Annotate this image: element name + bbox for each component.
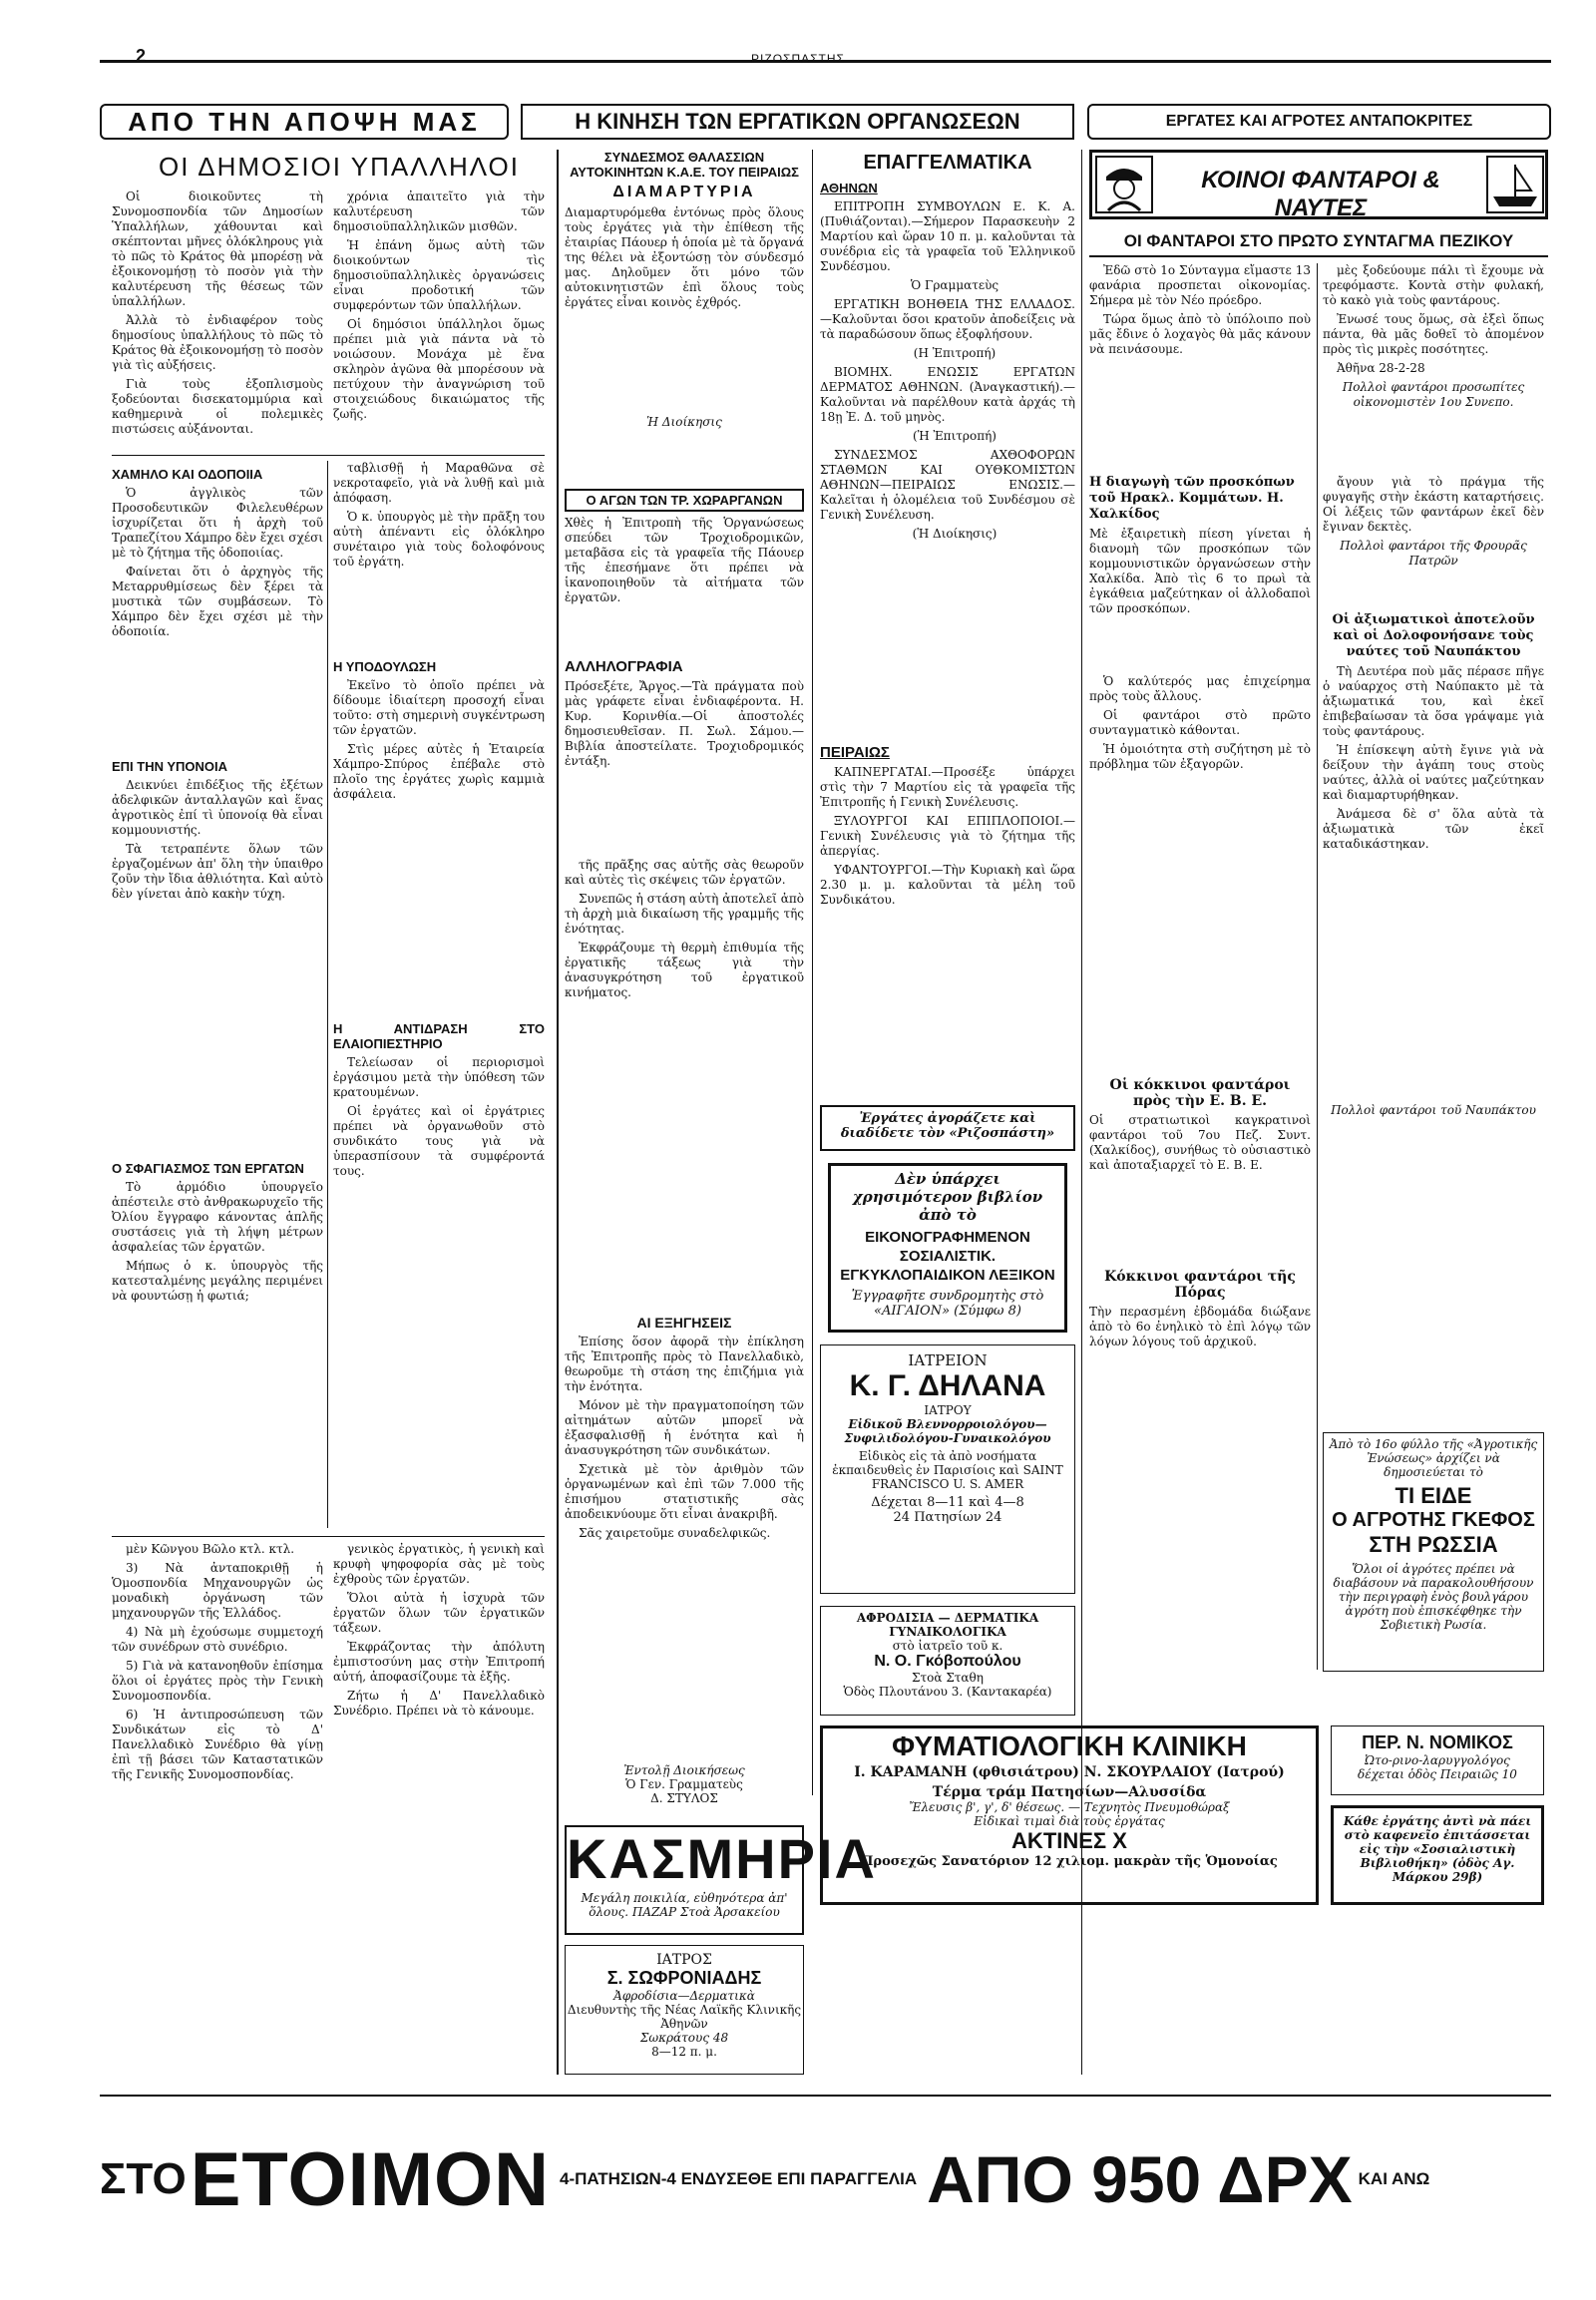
col1-intro [112,190,323,449]
ad-dilana-line2: Δέχεται 8—11 καὶ 4—8 [871,1495,1024,1510]
notice-head2: ΔΙΑΜΑΡΤΥΡΙΑ [612,184,756,200]
kokkinoi-text: Οἱ στρατιωτικοὶ καγκρατινοὶ φαντάροι τοῦ 7ου Πεζ. Συντ. (Χαλκίδος), συνήθως τὸ οὐσιαστικὸ καὶ ἀποταξιαρχεῖ τὸ Ε. Β. Ε. [1089,1113,1311,1172]
notice-text-p3: Ἐκφράζουμε τὴ θερμὴ ἐπιθυμία τῆς ἐργατικῆς τάξεως γιὰ τὴν ἀνασυγκρότηση τοῦ ἐργατικοῦ κινήματος. [565,941,804,999]
ad-doctor-sofroniadis [565,1945,804,2075]
explanations-head: ΑΙ ΕΞΗΓΗΣΕΙΣ [636,1315,732,1331]
ad-aphrodisia [820,1606,1075,1716]
col1-intro-right-p1: χρόνια ἀπαιτεῖτο γιὰ τὴν καλυτέρευση τῶν δημοσιοϋπαλληλικῶν μισθῶν. [333,190,545,233]
col2-notice [565,150,804,429]
soldiers-banner-title: ΚΟΙΝΟΙ ΦΑΝΤΑΡΟΙ & ΝΑΥΤΕΣ [1201,167,1440,221]
footer-mid: 4-ΠΑΤΗΣΙΩΝ-4 ΕΝΔΥΣΕΘΕ ΕΠΙ ΠΑΡΑΓΓΕΛΙΑ [560,2169,918,2188]
col1-right-sections [333,461,545,1528]
section-head-opinion [100,104,509,140]
ad-lexicon-line1: Δὲν ὑπάρχει χρησιμότερον βιβλίον ἀπὸ τὸ [852,1170,1043,1224]
ad-aphrodisia-line3: στὸ ἰατρεῖο τοῦ κ. [892,1639,1003,1653]
ypodoulosi-p2: Στὶς μέρες αὐτὲς ἡ Ἑταιρεία Χάμπρο-Σπύρος ἐπέβαλε στὸ πλοῖο της ἐργάτες χωρὶς καμμιὰ ἀσφάλεια. [333,742,545,801]
col2-explanations [565,1315,804,1805]
ad-clinic-line2: Ἔλευσις β', γ', δ' θέσεως. — Τεχνητὸς Πνευμοθώραξ [909,1800,1230,1814]
ad-doctor-line2: Σωκράτους 48 [639,2031,729,2045]
kokkinoi-head: Οἱ κόκκινοι φαντάροι πρὸς τὴν Ε. Β. Ε. [1109,1077,1291,1109]
col4-intro-p1: Ἐδῶ στὸ 1ο Σύνταγμα εἴμαστε 13 φανάρια προσπεται οἰκονομίας. Σήμερα μὲ τὸν Νέο πρόεδρο. [1089,263,1311,307]
soldiers-banner [1089,150,1548,219]
sfagiasmos-p1: Τὸ ἀρμόδιο ὑπουργεῖο ἀπέστειλε στὸ ἀνθρακωρυχεῖο τῆς Ὀλίου ἔγγραφο κάνοντας ἁπλῆς συστάσεις γιὰ τὴ λήψη μέτρων ἀσφαλείας τῶν ἐργατῶν. [112,1180,323,1254]
ad-agrotis [1323,1432,1544,1672]
bottom-left-p5: 6) Ἡ ἀντιπροσώπευση τῶν Συνδικάτων εἰς τὸ Δ' Πανελλαδικὸ Συνέδριο θὰ γίνῃ ἐπὶ τῇ βάσει τῶν Καταστατικῶν τῆς Γενικῆς Συνομοσπονδίας. [112,1708,323,1781]
col4-intro-right [1323,263,1544,463]
ad-lexicon [828,1163,1067,1333]
ad-doctor-spec: Ἀφροδίσια—Δερματικὰ [613,1989,755,2003]
hamilo-p1: Ὁ ἀγγλικὸς τῶν Προσοδευτικῶν Φιλελευθέρων ἰσχυρίζεται ὅτι ἡ ἀρχὴ τοῦ Τραπεζίτου Χάμπρο δὲν ἔχει σχέσι μὲ τὸ ζήτημα τῆς ὁδοποιίας. [112,486,323,560]
ad-aphrodisia-line5: Ὁδὸς Πλουτάνου 3. (Καντακαρέα) [843,1685,1052,1699]
col4-subcolumn-rule [1317,263,1318,1670]
col4-intro-right-p3: Ἀθῆνα 28-2-28 [1337,361,1425,375]
ad-aphrodisia-line2: ΓΥΝΑΙΚΟΛΟΓΙΚΑ [889,1625,1006,1639]
ad-clinic-line1: Τέρμα τράμ Πατησίων—Αλυσσίδα [932,1784,1207,1800]
soldier-portrait-icon [1096,157,1152,212]
arrests2-head: Οἱ ἀξιωματικοὶ ἀποτελοῦν καὶ οἱ Δολοφονήσανε τοὺς ναύτες τοῦ Ναυπάκτου [1332,612,1535,659]
athens-p1: ΕΠΙΤΡΟΠΗ ΣΥΜΒΟΥΛΩΝ Ε. Κ. Α. (Πυθιάζονται).—Σήμερον Παρασκευὴν 2 Μαρτίου καὶ ὥραν 10 π. μ. καλοῦνται τὰ συνέδρια εἰς τὰ γραφεῖα τοῦ Ἑλληνικοῦ Συνδέσμου. [820,199,1075,273]
mid-left-p3: Ἡ ὁμοιότητα στὴ συζήτηση μὲ τὸ πρόβλημα τῶν ἐξαγορῶν. [1089,742,1311,771]
col4-mid-left [1089,674,1311,1003]
yponoia-p1: Δεικνύει ἐπιδέξιος τῆς ἐξέτων ἀδελφικῶν ἀνταλλαγῶν καὶ ἕνας ἀγροτικὸς ἐπί τὶ ὑπονοίᾳ θὰ εἶναι κομμουνιστής. [112,778,323,837]
explanations-p4: Σᾶς χαιρετοῦμε συναδελφικῶς. [579,1526,771,1540]
col1-intro-p3: Γιὰ τοὺς ἐξοπλισμοὺς ξοδεύονται δισεκατομμύρια καὶ καθημερινὰ οἱ πολεμικὲς πιστώσεις αὐξάνονται. [112,377,323,436]
section-head-correspondents [1087,104,1551,140]
ad-kasmiria [565,1825,877,1935]
col2-tram [565,489,804,655]
arrests-text: Μὲ ἐξαιρετικὴ πίεση γίνεται ἡ διανομὴ τῶν προσκόπων τῶν κομμουνιστικῶν ὀργανώσεων στὴν Χαλκίδα. Ἀπὸ τὶς 6 το πρωὶ τὰ ἐγκάθεια μαζεύτηκαν οἱ ἀλλοδαποὶ τῶν προσκόπων. [1089,527,1311,615]
section-head-sfagiasmos: Ο ΣΦΑΓΙΑΣΜΟΣ ΤΩΝ ΕΡΓΑΤΩΝ [112,1161,304,1176]
ad-agrotis-title3: ΣΤΗ ΡΩΣΣΙΑ [1369,1532,1498,1557]
athens-p6: (Ἡ Ἐπιτροπή) [913,429,997,443]
sfagiasmos-p2: Μήπως ὁ κ. ὑπουργὸς τῆς κατεσταλμένης μεγάλης περιμένει νὰ φουντώσῃ ἡ φωτιά; [112,1259,323,1303]
bottom-right-p3: Ἐκφράζοντας τὴν ἀπόλυτη ἐμπιστοσύνη μας στὴν Ἐπιτροπή αὐτή, ἀποφασίζουμε τὰ ἑξῆς. [333,1640,545,1684]
ad-nomikos-name: ΠΕΡ. Ν. ΝΟΜΙΚΟΣ [1362,1732,1513,1752]
antidrasi-p1: Τελείωσαν οἱ περιορισμοὶ ἐργάσιμου μετὰ τὴν ὑπόθεση τῶν κρατουμένων. [333,1055,545,1099]
explanations-sign3: Δ. ΣΤΥΛΟΣ [650,1791,718,1805]
ad-clinic [820,1725,1319,1905]
footer-left: ΣΤΟ [100,2154,187,2203]
col1-subcolumn-rule [327,461,328,1528]
athens-p4: (Η Ἐπιτροπή) [913,346,997,360]
col4-arrests2 [1323,612,1544,1117]
ad-dilana-name: Κ. Γ. ΔΗΛΑΝΑ [849,1369,1046,1402]
bottom-left-p2: 3) Νὰ ἀνταποκριθῇ ἡ Ὁμοσπονδία Μηχανουργῶν ὡς μοναδικὴ ὀργάνωση τῶν μηχανουργῶν τῆς Ἑλλάδος. [112,1561,323,1620]
col4-intro-right-p1: μὲς ξοδεύουμε πάλι τὶ ἔχουμε νὰ τρεφόμαστε. Κοντὰ στὴν φυλακή, τὸ κακὸ γιὰ τοὺς φαντάρους. [1323,263,1544,307]
ad-dilana-spec: Εἰδικοῦ Βλεννορροιολόγου—Συφιλιδολόγου-Γυναικολόγου [844,1417,1051,1445]
athens-p2: Ὁ Γραμματεὺς [910,278,999,292]
col4-arrests [1089,475,1311,696]
ad-aphrodisia-name: Ν. Ο. Γκόβοπούλου [874,1653,1021,1670]
ad-clinic-line4: Προσεχῶς Σανατόριον 12 χιλιομ. μακρὰν τῆς Ὁμονοίας [861,1854,1278,1869]
professional-head: ΕΠΑΓΓΕΛΜΑΤΙΚΑ [863,152,1032,174]
arrests2-p1: Τὴ Δευτέρα ποὺ μᾶς πέρασε πῆγε ὁ ναύαρχος στὴ Ναύπακτο μὲ τὰ ἀξιωματικά του, καὶ ἐκεῖ ἐπιβεβαίωσαν τὰ ὅσα γράψαμε γιὰ τοὺς φαντάρους. [1323,664,1544,738]
piraeus-p3: ΥΦΑΝΤΟΥΡΓΟΙ.—Τὴν Κυριακὴ καὶ ὥρα 2.30 μ. μ. καλοῦνται τὰ μέλη τοῦ Συνδικάτου. [820,863,1075,907]
footer-rule [100,2095,1551,2097]
col4-sign-a: Πολλοὶ φαντάροι προσωπίτες οἰκονομιστὲν 1ου Συνεπο. [1342,380,1525,409]
column-rule-1 [557,150,559,2075]
kokkinoi2-text: Τὴν περασμένη ἐβδομάδα διώξανε ἀπὸ τὸ 6ο ἐνηλικὸ τὸ ἐπὶ λόγῳ τῶν λόγων λόγους τοῦ ἀρχικοῦ. [1089,1305,1311,1348]
mid-right-p2: Ὁ κ. ὑπουργὸς μὲ τὴν πρᾶξη του αὐτὴ ἀπέναντι εἰς ὁλόκληρο συνέταιρο γιὰ τοὺς δολοφόνους τοῦ ἐργάτη. [333,510,545,569]
ad-agrotis-title1: ΤΙ ΕΙΔΕ [1395,1483,1472,1508]
footer-banner [100,2134,1551,2224]
ad-lexicon-line2: Ἐγγραφῆτε συνδρομητὴς στὸ «ΑΙΓΑΙΟΝ» (Σύμφω 8) [851,1289,1044,1319]
athens-p5: ΒΙΟΜΗΧ. ΕΝΩΣΙΣ ΕΡΓΑΤΩΝ ΔΕΡΜΑΤΟΣ ΑΘΗΝΩΝ. (Ἀναγκαστική).—Καλοῦνται νὰ παρέλθουν κατὰ ἀρχάς τὴ 18ῃ Ἐ. Δ. τοῦ μηνὸς. [820,365,1075,424]
ad-doctor-line1: Διευθυντὴς τῆς Νέας Λαϊκῆς Κλινικῆς Ἀθηνῶν [567,2003,802,2031]
sailor-ship-icon [1487,157,1543,212]
col2-notice-text [565,858,804,1297]
footer-right: ΚΑΙ ΑΝΩ [1358,2169,1430,2188]
col1-bottom-right [333,1542,545,2061]
arrests2-p3: Ἀνάμεσα δὲ σ' ὅλα αὐτὰ τὰ ἀξιωματικὰ τῶν ἐκεῖ καταδικάστηκαν. [1323,807,1544,851]
section-head-organizations [521,104,1074,140]
ad-dilana-line3: 24 Πατησίων 24 [893,1510,1002,1525]
yponoia-p2: Τὰ τετραπέντε ὅλων τῶν ἐργαζομένων ἀπ' ὅλη τὴν ὑπαιθρο ζοῦν τὴν ἴδια ἀθλιότητα. Καὶ αὐτὸ δὲν γίνεται ἀπὸ κακὴν τύχη. [112,842,323,901]
section-head-yponoia: ΕΠΙ ΤΗΝ ΥΠΟΝΟΙΑ [112,759,228,774]
arrests-right-p: ἄγουν γιὰ τὸ πράγμα τῆς φυγαγῆς στὴν ἐκάστη καταρτήσεις. Οἱ λέξεις τῶν φαντάρων ἐκεῖ δὲν ἔγιναν δεκτὲς. [1323,475,1544,534]
col4-arrests-right [1323,475,1544,604]
tram-text: Χθὲς ἡ Ἐπιτροπὴ τῆς Ὁργανώσεως σπεύδει τῶν Τροχιοδρομικῶν, μεταβᾶσα εἰς τὰ γραφεῖα τῆς Πάουερ τῆς ἐπεσήμανε ὅτι πρέπει νὰ ἱκανοποιηθοῦν τὰ αἰτήματα τῶν ἐργατῶν. [565,516,804,604]
col1-bottom-divider [112,1536,545,1537]
antidrasi-p2: Οἱ ἐργάτες καὶ οἱ ἐργάτριες πρέπει νὰ ὀργανωθοῦν στὸ συνδικάτο τους γιὰ νὰ ὑπερασπίσουν τὰ συμφέροντά τους. [333,1104,545,1178]
col4-sign-c: Πολλοὶ φαντάροι τοῦ Ναυπάκτου [1331,1103,1536,1117]
ad-doctor-line3: 8—12 π. μ. [651,2045,717,2059]
section-head-organizations-label: Η ΚΙΝΗΣΗ ΤΩΝ ΕΡΓΑΤΙΚΩΝ ΟΡΓΑΝΩΣΕΩΝ [575,109,1020,134]
athens-p8: (Ἡ Διοίκησις) [912,527,998,541]
footer-big1: ΕΤΟΙΜΟΝ [190,2136,550,2222]
col2-correspondence [565,658,804,849]
paper-name: ΡΙΖΟΣΠΑΣΤΗΣ [751,52,845,66]
ad-doctor-label: ΙΑΤΡΟΣ [656,1952,712,1968]
ad-agrotis-line1: Ἀπὸ τὸ 16ο φύλλο τῆς «Ἀγροτικῆς Ἐνώσεως» ἀρχίζει νὰ δημοσιεύεται τὸ [1329,1437,1538,1479]
ad-clinic-title: ΦΥΜΑΤΙΟΛΟΓΙΚΗ ΚΛΙΝΙΚΗ [892,1730,1247,1761]
ad-aphrodisia-line4: Στοὰ Σταθη [912,1671,984,1685]
arrests2-p2: Ἡ ἐπίσκεψη αὐτὴ ἔγινε γιὰ νὰ δείξουν τὴν ἀγάπη τους στοὺς ναύτες, ἀλλὰ οἱ ναύτες μαζεύτηκαν καὶ διαμαρτυρήθηκαν. [1323,743,1544,802]
footer-big2: ΑΠΟ 950 ΔΡΧ [927,2142,1353,2216]
mid-right-p1: ταβλισθῇ ἡ Μαραθῶνα σὲ νεκροταφεῖο, γιὰ νὰ λυθῇ καὶ μιὰ ἀπόφαση. [333,461,545,505]
kokkinoi2-head: Κόκκινοι φαντάροι τῆς Πόρας [1104,1269,1296,1301]
ad-dilana [820,1344,1075,1594]
notice-text: Διαμαρτυρόμεθα ἐντόνως πρὸς ὅλους τοὺς ἐργάτες γιὰ τὴν ἐπίθεση τῆς ἐταιρίας Πάουερ ἡ ὁποία μὲ τὰ ὄργανά της θέλει νὰ ἐξοντώσῃ τὸν σύνδεσμό μας. Δηλοῦμεν ὅτι μόνο τῶν αὐτοκινητιστῶν ἐπὶ ὅλους τοὺς ἐργάτες εἶναι κοινὸς ἐχθρός. [565,205,804,309]
col1-bottom-left [112,1542,323,2061]
ad-agrotis-line2: Ὅλοι οἱ ἀγρότες πρέπει νὰ διαβάσουν νὰ παρακολουθήσουν τὴν περιγραφὴ ἑνὸς βουλγάρου ἀγρότη ποὺ ἐπισκέφθηκε τὴν Σοβιετικὴ Ρωσία. [1333,1562,1534,1632]
piraeus-head: ΠΕΙΡΑΙΩΣ [820,744,890,761]
col1-intro-p2: Ἀλλὰ τὸ ἐνδιαφέρον τοὺς δημοσίους ὑπαλλήλους τὸ πῶς τὸ Κράτος θὰ ἐξοικονομήσῃ τὸ ποσὸν γιὰ τὶς αὐξήσεις. [112,313,323,372]
col4-title-rule [1089,255,1548,257]
col1-divider [112,455,545,456]
ad-dilana-label: ΙΑΤΡΕΙΟΝ [908,1351,988,1369]
athens-head: ΑΘΗΝΩΝ [820,181,878,195]
ad-clinic-xrays: ΑΚΤΙΝΕΣ Χ [1011,1828,1127,1853]
col4-kokkinoi [1089,1077,1311,1564]
ad-doctor-name: Σ. ΣΩΦΡΟΝΙΑΔΗΣ [606,1968,762,1988]
mid-left-p2: Οἱ φαντάροι στὸ πρῶτο συνταγματικὸ κάθονται. [1089,708,1311,737]
col1-intro-right-p2: Ἡ ἐπάνη ὅμως αὐτὴ τῶν διοικούντων τὶς δημοσιοϋπαλληλικὲς ὀργανώσεις εἶναι προδοτική τῶν συμφερόντων τῶν ὑπαλλήλων. [333,238,545,312]
bottom-left-p4: 5) Γιὰ νὰ κατανοηθοῦν ἐπίσημα ὅλοι οἱ ἐργάτες πρὸς τὴν Γενικὴ Συνομοσπονδία. [112,1659,323,1703]
ad-agrotis-title2: Ο ΑΓΡΟΤΗΣ ΓΚΕΦΟΣ [1332,1509,1535,1531]
explanations-sign1: Ἐντολῇ Διοικήσεως [623,1763,745,1777]
bottom-left-p3: 4) Νὰ μὴ ἐχούσωμε συμμετοχή τῶν συνέδρων στὸ συνέδριο. [112,1625,323,1654]
piraeus-p1: ΚΑΠΝΕΡΓΑΤΑΙ.—Προσέξε ὑπάρχει στὶς τὴν 7 Μαρτίου εἰς τὰ γραφεῖα τῆς Ἐπιτροπῆς ἡ Γενικὴ Συνέλευσις. [820,765,1075,809]
notice-sign: Ἡ Διοίκησις [646,415,722,429]
explanations-p1: Ἐπίσης ὅσον ἀφορᾶ τὴν ἐπίκληση τῆς Ἐπιτροπῆς πρὸς τὸ Πανελλαδικὸ, θεωροῦμε τὴ στάση της ἐπιζήμια γιὰ τὴν ἑνότητα. [565,1335,804,1393]
tram-head: Ο ΑΓΩΝ ΤΩΝ ΤΡ. ΧΩΡΑΡΓΑΝΩΝ [565,489,804,512]
col4-intro-right-p2: Ἐνωσέ τους ὅμως, σὰ ἐξεὶ ὅπως πάντα, θὰ μᾶς δοθεῖ τὸ ἀπομένον πρὸς τὶς μικρὲς ποσότητες. [1323,312,1544,356]
bottom-right-p4: Ζήτω ἡ Δ' Πανελλαδικὸ Συνέδριο. Πρέπει νὰ τὸ κάνουμε. [333,1689,545,1718]
col4-sign-b: Πολλοὶ φαντάροι τῆς Φρουρᾶς Πατρῶν [1340,539,1527,568]
ad-nomikos-line1: Ὠτο-ρινο-λαρυγγολόγος [1365,1753,1510,1767]
explanations-p3: Σχετικὰ μὲ τὸν ἀριθμὸν τῶν ὀργανωμένων καὶ ἐπὶ τῶν 7.000 τῆς ἐπισήμου στατιστικῆς σὰς ἀποδεικνύουμε ὅτι εἶναι ἀνακριβῆ. [565,1462,804,1521]
col1-intro-p1: Οἱ διοικοῦντες τὴ Συνομοσπονδία τῶν Δημοσίων Ὑπαλλήλων, χάθουνται καὶ σκέπτονται μῆνες ὁλόκληρους γιὰ τὸ πῶς τὸ Κράτος θὰ μπορέσῃ νὰ ἐξοικονομήσῃ τὸ ποσὸν γιὰ τὴν καλυτέρευση τῆς θέσεως τῶν ὑπαλλήλων. [112,190,323,308]
section-head-hamilo: ΧΑΜΗΛΟ ΚΑΙ ΟΔΟΠΟΙΙΑ [112,467,263,482]
col4-intro-left [1089,263,1311,463]
column-rule-2 [812,150,813,1795]
ad-dilana-line1: Εἰδικὸς εἰς τὰ ἀπὸ νοσήματα ἐκπαιδευθεὶς ἐν Παρισίοις καὶ SAINT FRANCISCO U. S. AMER [832,1449,1063,1491]
ad-workers-text: Κάθε ἐργάτης ἀντὶ νὰ πάει στὸ καφενεῖο ἐπιτάσσεται εἰς τὴν «Σοσιαλιστικὴ Βιβλιοθήκη» (ὁδὸς Αγ. Μάρκου 29β) [1343,1814,1532,1884]
col1-title: ΟΙ ΔΗΜΟΣΙΟΙ ΥΠΑΛΛΗΛΟΙ [159,152,520,182]
mid-left-p1: Ὁ καλύτερός μας ἐπιχείρημα πρὸς τοὺς ἄλλους. [1089,674,1311,703]
section-head-correspondents-label: ΕΡΓΑΤΕΣ ΚΑΙ ΑΓΡΟΤΕΣ ΑΝΤΑΠΟΚΡΙΤΕΣ [1165,113,1473,130]
soldiers-title: ΟΙ ΦΑΝΤΑΡΟΙ ΣΤΟ ΠΡΩΤΟ ΣΥΝΤΑΓΜΑ ΠΕΖΙΚΟΥ [1123,231,1514,250]
notice-text-p2: Συνεπῶς ἡ στάση αὐτὴ ἀποτελεῖ ἀπὸ τὴ ἀρχὴ μιὰ δικαίωση τῆς γραμμῆς τῆς ἑνότητας. [565,892,804,936]
ad-nomikos-line2: δέχεται ὁδὸς Πειραιῶς 10 [1358,1767,1517,1781]
section-head-ypodoulosi: Η ΥΠΟΔΟΥΛΩΣΗ [333,659,437,674]
correspondence-text: Πρόσεξέτε, Ἄργος.—Τὰ πράγματα ποὺ μὰς γράφετε εἶναι ἐνδιαφέροντα. Η. Κυρ. Κορινθία.—Οἱ ἀποστολές δημοσιευθεῖσαν. Π. Σωλ. Σάμου.—Βιβλία ἀποστείλατε. Τροχιοδρομικός ἐντάξη. [565,679,804,768]
athens-p3: ΕΡΓΑΤΙΚΗ ΒΟΗΘΕΙΑ ΤΗΣ ΕΛΛΑΔΟΣ.—Καλοῦνται ὅσοι κρατοῦν ἀποδείξεις νὰ τὰ παραδώσουν ὅπως ἐξοφλήσουν. [820,297,1075,341]
ad-rizospastis-text: Ἐργάτες ἀγοράζετε καὶ διαδίδετε τὸν «Ριζοσπάστη» [840,1111,1055,1141]
col3-professional [820,152,1075,1064]
page-number: 2 [136,46,147,66]
notice-head1: ΣΥΝΔΕΣΜΟΣ ΘΑΛΑΣΣΙΩΝ ΑΥΤΟΚΙΝΗΤΩΝ Κ.Α.Ε. ΤΟΥ ΠΕΙΡΑΙΩΣ [570,150,799,180]
ad-nomikos [1331,1725,1544,1795]
col1-intro-right [333,190,545,449]
explanations-sign2: Ὁ Γεν. Γραμματεὺς [625,1777,743,1791]
notice-text-p1: τῆς πρᾶξης σας αὐτῆς σὰς θεωροῦν καὶ αὐτὲς τὶς σκέψεις τῶν ἐργατῶν. [565,858,804,887]
bottom-left-p1: μὲν Κῶνγου Βῶλο κτλ. κτλ. [126,1542,295,1556]
col1-intro-right-p3: Οἱ δημόσιοι ὑπάλληλοι ὅμως πρέπει μιὰ γιὰ πάντα νὰ τὸ νοιώσουν. Μονάχα μὲ ἕνα σκληρὸν ἀγῶνα θὰ μπορέσουν νὰ πετύχουν τὴν ἀναγνώριση τοῦ στοιχειώδους δικαιώματος τῆς ζωῆς. [333,317,545,421]
col4-intro-p2: Τώρα ὅμως ἀπὸ τὸ ὑπόλοιπο ποὺ μᾶς ἔδινε ὁ λοχαγὸς θὰ μᾶς κάνουν νὰ πεινάσουμε. [1089,312,1311,356]
ad-kasmiria-title: ΚΑΣΜΗΡΙΑ [567,1827,877,1890]
ad-clinic-line3: Εἰδικαὶ τιμαὶ διὰ τοὺς ἐργάτας [974,1814,1165,1828]
section-head-antidrasi: Η ΑΝΤΙΔΡΑΣΗ ΣΤΟ ΕΛΑΙΟΠΙΕΣΤΗΡΙΟ [333,1021,545,1051]
correspondence-head: ΑΛΛΗΛΟΓΡΑΦΙΑ [565,658,683,675]
athens-p7: ΣΥΝΔΕΣΜΟΣ ΑΧΘΟΦΟΡΩΝ ΣΤΑΘΜΩΝ ΚΑΙ ΟΥΘΚΟΜΙΣΤΩΝ ΑΘΗΝΩΝ—ΠΕΙΡΑΙΩΣ ΕΝΩΣΙΣ.—Καλεῖται ἡ ὁλομέλεια τοῦ Συνδέσμου σὲ Γενικὴ Συνέλευση. [820,448,1075,522]
bottom-right-p2: Ὅλοι αὐτὰ ἡ ἰσχυρὰ τῶν ἐργατῶν ὅλων τῶν ἐργατικῶν τάξεων. [333,1591,545,1635]
hamilo-p2: Φαίνεται ὅτι ὁ ἀρχηγὸς τῆς Μεταρρυθμίσεως δὲν ξέρει τὰ μυστικὰ τῶν συμβάσεων. Τὸ Χάμπρο δὲν ἔχει σχέσι μὲ τὴν ὁδοποιία. [112,565,323,638]
arrests-head: Η διαγωγὴ τῶν προσκόπων τοῦ Ηρακλ. Κομμάτων. Η. Χαλκίδος [1089,475,1295,522]
ad-aphrodisia-line1: ΑΦΡΟΔΙΣΙΑ — ΔΕΡΜΑΤΙΚΑ [856,1611,1039,1625]
ad-rizospastis [820,1105,1075,1151]
explanations-p2: Μόνον μὲ τὴν πραγματοποίηση τῶν αἰτημάτων αὐτῶν μπορεῖ νὰ ἐξασφαλισθῇ ἡ ἑνότητα καὶ ἡ ἀνασυγκρότηση τῶν συνδικάτων. [565,1398,804,1457]
bottom-right-p1: γενικὸς ἐργατικὸς, ἡ γενικὴ καὶ κρυφὴ ψηφοφορία σὰς μὲ τοὺς ἐχθροὺς τῶν ἐργατῶν. [333,1542,545,1586]
ad-workers-library [1331,1805,1544,1905]
section-head-opinion-label: ΑΠΟ ΤΗΝ ΑΠΟΨΗ ΜΑΣ [128,107,481,137]
piraeus-p2: ΞΥΛΟΥΡΓΟΙ ΚΑΙ ΕΠΙΠΛΟΠΟΙΟΙ.—Γενικὴ Συνέλευσις γιὰ τὸ ζήτημα τῆς ἀπεργίας. [820,814,1075,858]
ypodoulosi-p1: Ἐκεῖνο τὸ ὁποῖο πρέπει νὰ δίδουμε ἰδιαίτερη προσοχή εἶναι τοῦτο: στὴ σημερινὴ συγκέντρωση τῶν ἐργατῶν. [333,678,545,737]
ad-clinic-doctors: Ι. ΚΑΡΑΜΑΝΗ (φθισιάτρου) Ν. ΣΚΟΥΡΛΑΙΟΥ (Ιατρού) [854,1764,1285,1780]
col1-left-sections [112,461,323,1458]
ad-kasmiria-line: Μεγάλη ποικιλία, εὐθηνότερα ἀπ' ὅλους. ΠΑΖΑΡ Στοὰ Ἀρσακείου [581,1891,788,1919]
ad-dilana-role: ΙΑΤΡΟΥ [924,1403,972,1417]
ad-lexicon-title: ΕΙΚΟΝΟΓΡΑΦΗΜΕΝΟΝ ΣΟΣΙΑΛΙΣΤΙΚ. ΕΓΚΥΚΛΟΠΑΙΔΙΚΟΝ ΛΕΞΙΚΟΝ [840,1229,1055,1284]
